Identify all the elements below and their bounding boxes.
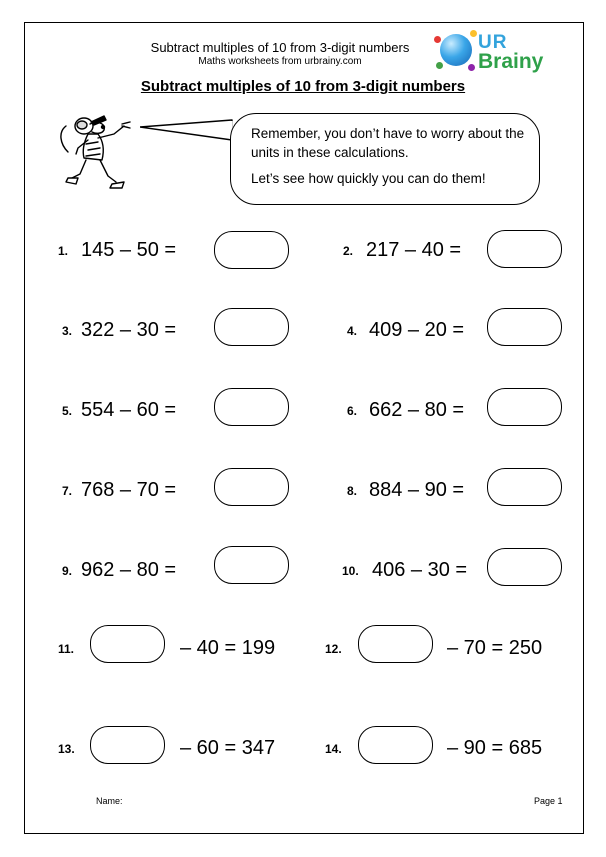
question-expression: 884 – 90 = (369, 479, 465, 501)
question-number: 12. (325, 642, 342, 656)
answer-box[interactable] (214, 468, 289, 506)
answer-box[interactable] (487, 468, 562, 506)
question-number: 3. (62, 324, 73, 338)
question-number: 4. (347, 324, 358, 338)
speech-bubble-tail (140, 112, 240, 152)
question-number: 7. (62, 484, 73, 498)
answer-box[interactable] (214, 231, 289, 269)
dot-icon (470, 30, 477, 37)
answer-box[interactable] (214, 388, 289, 426)
question-expression: 406 – 30 = (372, 559, 468, 581)
globe-icon (440, 34, 472, 66)
question-expression: 768 – 70 = (81, 479, 177, 501)
question-expression: 409 – 20 = (369, 319, 465, 341)
urbrainy-logo (432, 30, 548, 76)
bubble-line-2: Let’s see how quickly you can do them! (251, 171, 486, 186)
page-number: Page 1 (534, 796, 563, 806)
question-number: 9. (62, 564, 73, 578)
question-expression: – 40 = 199 (180, 637, 276, 659)
bubble-line-1: Remember, you don’t have to worry about the units in these calculations. (251, 126, 525, 160)
page-title: Subtract multiples of 10 from 3-digit numbers (140, 78, 466, 95)
question-expression: 662 – 80 = (369, 399, 465, 421)
answer-box[interactable] (90, 625, 165, 663)
question-number: 6. (347, 404, 358, 418)
question-number: 5. (62, 404, 73, 418)
question-number: 11. (58, 642, 75, 656)
dot-icon (468, 64, 475, 71)
answer-box[interactable] (214, 308, 289, 346)
question-number: 2. (343, 244, 354, 258)
answer-box[interactable] (90, 726, 165, 764)
question-number: 10. (342, 564, 359, 578)
speech-bubble (230, 113, 540, 205)
question-expression: – 70 = 250 (447, 637, 543, 659)
answer-box[interactable] (487, 388, 562, 426)
question-expression: 322 – 30 = (81, 319, 177, 341)
question-number: 8. (347, 484, 358, 498)
answer-box[interactable] (214, 546, 289, 584)
question-expression: – 60 = 347 (180, 737, 276, 759)
answer-box[interactable] (487, 230, 562, 268)
name-label: Name: (96, 796, 123, 806)
answer-box[interactable] (358, 625, 433, 663)
logo-text-bottom: Brainy (478, 50, 544, 73)
question-expression: 217 – 40 = (366, 239, 462, 261)
answer-box[interactable] (487, 548, 562, 586)
mouse-cartoon-icon (58, 112, 144, 200)
question-expression: 554 – 60 = (81, 399, 177, 421)
header-subtitle: Maths worksheets from urbrainy.com (198, 56, 362, 67)
question-expression: 145 – 50 = (81, 239, 177, 261)
logo-text-top: UR (478, 32, 508, 53)
dot-icon (434, 36, 441, 43)
header-title: Subtract multiples of 10 from 3-digit numbers (150, 40, 410, 55)
question-number: 14. (325, 742, 342, 756)
answer-box[interactable] (358, 726, 433, 764)
question-number: 1. (58, 244, 69, 258)
question-expression: – 90 = 685 (447, 737, 543, 759)
answer-box[interactable] (487, 308, 562, 346)
question-expression: 962 – 80 = (81, 559, 177, 581)
question-number: 13. (58, 742, 75, 756)
dot-icon (436, 62, 443, 69)
